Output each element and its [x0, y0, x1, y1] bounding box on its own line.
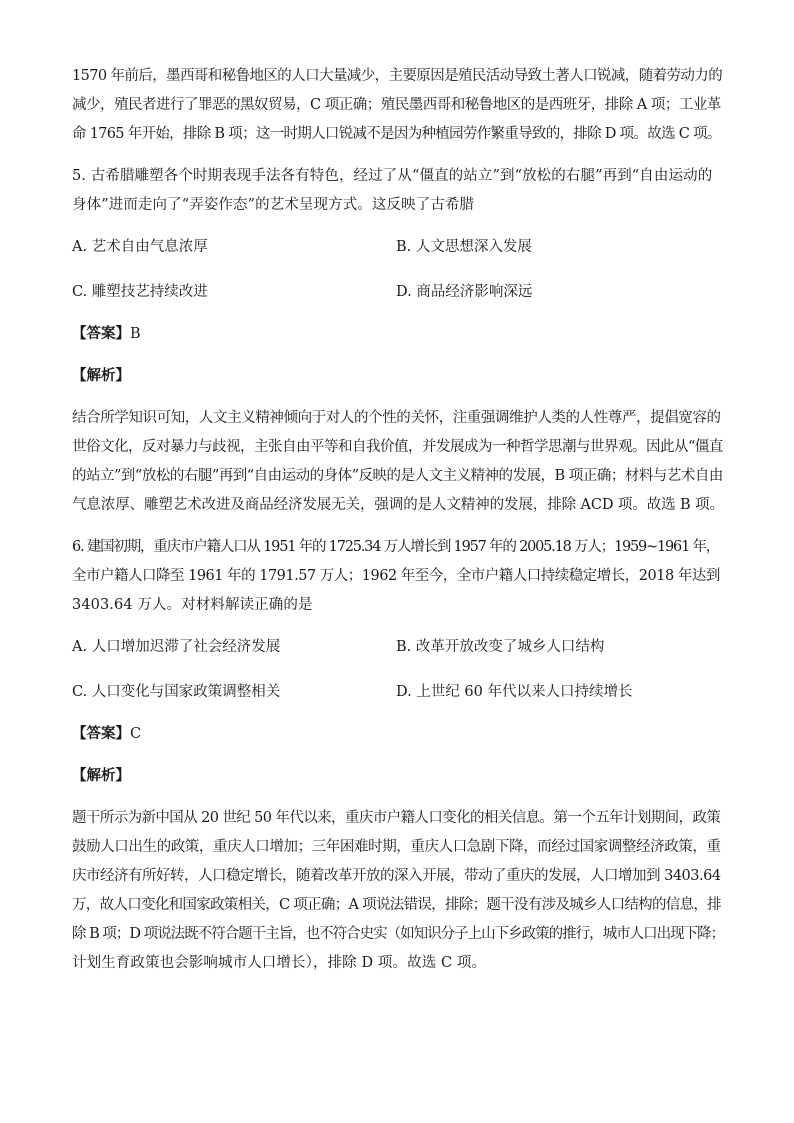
- question-6-stem: [72, 533, 724, 620]
- question-5-answer: [72, 320, 724, 349]
- option-b: B. 人文思想深入发展: [396, 239, 532, 255]
- answer-label: 【答案】: [72, 326, 130, 342]
- answer-value: C: [130, 726, 142, 742]
- text-line: 结合所学知识可知，人文主义精神倾向于对人的个性的关怀，注重强调维护人类的人性尊严，提倡宽容的: [72, 410, 721, 426]
- question-6-analysis-label: 【解析】: [72, 768, 130, 784]
- question-5-analysis-label: 【解析】: [72, 368, 130, 384]
- question-6-answer: [72, 720, 724, 749]
- text-line: 减少，殖民者进行了罪恶的黑奴贸易，C 项正确；殖民墨西哥和秘鲁地区的是西班牙，排除 A 项；工业革: [72, 97, 721, 113]
- text-line: 鼓励人口出生的政策，重庆人口增加；三年困难时期，重庆人口急剧下降，而经过国家调整经济政策，重: [72, 839, 721, 855]
- option-d: D. 商品经济影响深远: [396, 284, 533, 300]
- question-5-analysis: [72, 404, 724, 520]
- text-line: 全市户籍人口降至 1961 年的 1791.57 万人；1962 年至今，全市户籍人口持续稳定增长，2018 年达到: [72, 568, 720, 584]
- text-line: 3403.64 万人。对材料解读正确的是: [72, 597, 313, 613]
- text-line: 庆市经济有所好转，人口稳定增长，随着改革开放的深入开展，带动了重庆的发展，人口增加到 3403.64: [72, 868, 721, 884]
- option-b: B. 改革开放改变了城乡人口结构: [396, 639, 605, 655]
- text-line: 1570 年前后，墨西哥和秘鲁地区的人口大量减少，主要原因是殖民活动导致土著人口锐减，随着劳动力的: [72, 68, 723, 84]
- text-line: 除 B 项；D 项说法既不符合题干主旨，也不符合史实（如知识分子上山下乡政策的推行，城市人口出现下降；: [72, 926, 725, 942]
- text-line: 题干所示为新中国从 20 世纪 50 年代以来，重庆市户籍人口变化的相关信息。第一个五年计划期间，政策: [72, 810, 721, 826]
- answer-value: B: [130, 326, 141, 342]
- option-c: C. 雕塑技艺持续改进: [72, 284, 208, 300]
- question-6-analysis: [72, 804, 724, 978]
- text-line: 5. 古希腊雕塑各个时期表现手法各有特色，经过了从“僵直的站立”到“放松的右腿”再到“自由运动的: [72, 168, 713, 184]
- text-line: 的站立”到“放松的右腿”再到“自由运动的身体”反映的是人文主义精神的发展，B 项正确；材料与艺术自由: [72, 468, 723, 484]
- text-line: 万，故人口变化和国家政策相关，C 项正确；A 项说法错误，排除；题干没有涉及城乡人口结构的信息，排: [72, 897, 721, 913]
- text-line: 气息浓厚、雕塑艺术改进及商品经济发展无关，强调的是人文精神的发展，排除 ACD 项。故选 B 项。: [72, 497, 724, 513]
- text-line: 身体”进而走向了“弄姿作态”的艺术呈现方式。这反映了古希腊: [72, 197, 475, 213]
- answer-label: 【答案】: [72, 726, 130, 742]
- text-line: 计划生育政策也会影响城市人口增长），排除 D 项。故选 C 项。: [72, 955, 487, 971]
- option-c: C. 人口变化与国家政策调整相关: [72, 684, 281, 700]
- previous-question-explanation: [72, 62, 724, 149]
- text-line: 6. 建国初期，重庆市户籍人口从 1951 年的 1725.34 万人增长到 1957 年的 2005.18 万人；1959~1961 年，: [72, 539, 720, 555]
- text-line: 世俗文化，反对暴力与歧视，主张自由平等和自我价值，并发展成为一种哲学思潮与世界观。因此从“僵直: [72, 439, 723, 455]
- option-a: A. 人口增加迟滞了社会经济发展: [72, 639, 281, 655]
- question-6-options: [72, 633, 724, 707]
- question-5-options: [72, 233, 724, 307]
- option-a: A. 艺术自由气息浓厚: [72, 239, 208, 255]
- text-line: 命 1765 年开始，排除 B 项；这一时期人口锐减不是因为种植园劳作繁重导致的，排除 D 项。故选 C 项。: [72, 126, 721, 142]
- document-page: [72, 62, 724, 978]
- option-d: D. 上世纪 60 年代以来人口持续增长: [396, 684, 633, 700]
- question-5-stem: [72, 162, 724, 220]
